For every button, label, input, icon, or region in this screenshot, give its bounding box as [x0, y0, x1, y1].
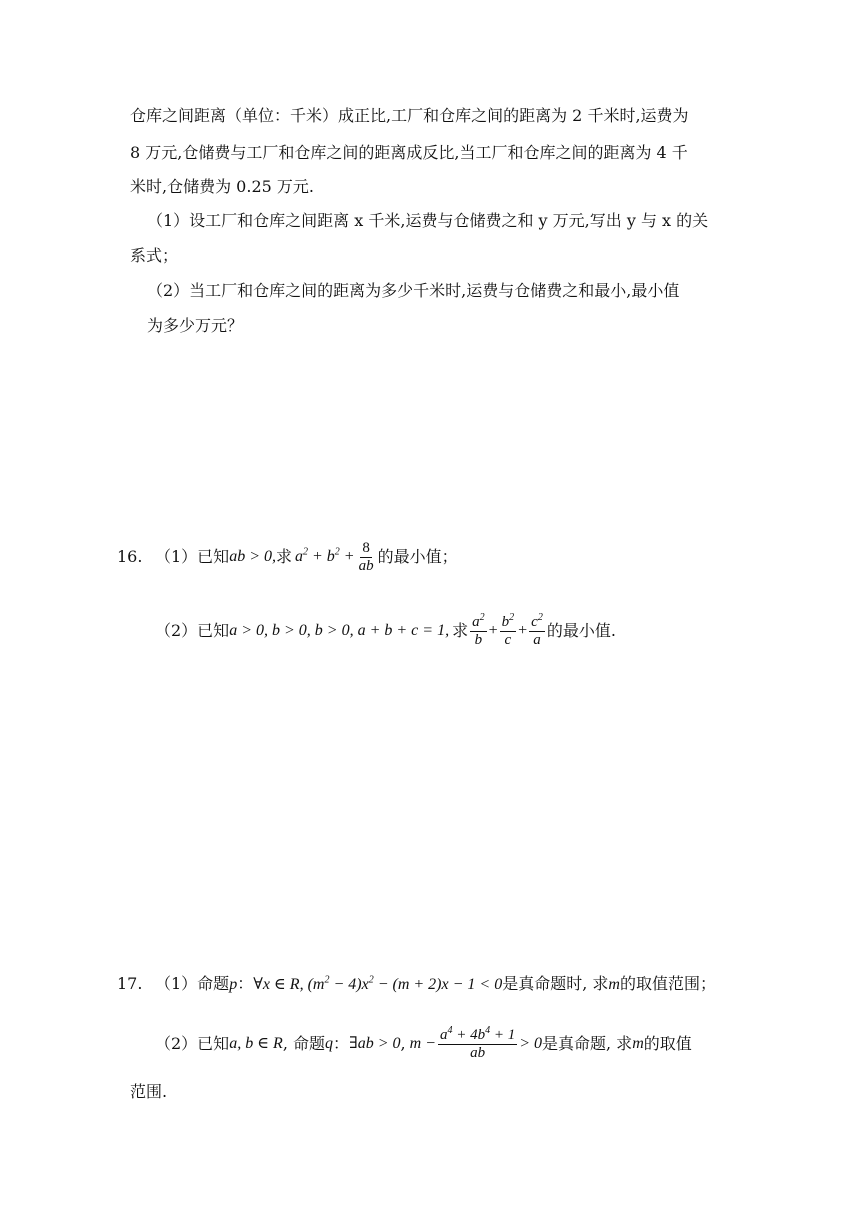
- p17-part2-fraction: [438, 1024, 517, 1062]
- p17-part2-comma: , 命题: [282, 1034, 325, 1053]
- p17-part2-suffix: 的取值: [643, 1034, 692, 1053]
- p17-part1-suffix: 的取值范围；: [619, 974, 716, 993]
- p17-part2-num-end: + 1: [490, 1026, 516, 1043]
- p16-part2-f2-num-text: b: [501, 613, 510, 630]
- p17-part1-colon: ：: [237, 974, 254, 993]
- p17-number: 17.: [117, 974, 143, 993]
- p16-part2-f3-num: $c^2$: [531, 611, 543, 630]
- p17-part2-line-2: 范围.: [130, 1082, 168, 1101]
- p17-part1-expr-mid: − 4)x: [329, 976, 369, 993]
- p17-part1-expr-end: − (m + 2)x − 1 < 0: [373, 976, 503, 993]
- p17-part1-expr: ∀x ∈ R, $(m^2 - 4)x^2 - (m + 2)x - 1 < 0$: [253, 974, 503, 993]
- p16-part2-f2-den: c: [504, 631, 512, 648]
- p16-part1-frac-den: ab: [358, 557, 374, 574]
- p17-part2-mid: 是真命题, 求: [542, 1034, 633, 1053]
- p16-part1-prefix: （1）已知: [155, 547, 230, 566]
- p16-part2-condition: a > 0, b > 0, b > 0, a + b + c = 1,: [229, 622, 450, 639]
- p16-part2-fraction-2: [500, 611, 517, 649]
- p16-part2-f2-num: $b^2$: [501, 611, 515, 630]
- p17-part1-p: p: [229, 976, 238, 993]
- p17-part2-vars: a, b ∈ R: [229, 1035, 283, 1052]
- p16-part2-ask: 求: [452, 621, 469, 640]
- p16-part2-prefix: （2）已知: [155, 621, 230, 640]
- p17-part1-prefix: （1）命题: [155, 974, 230, 993]
- p16-part2-fraction-1: [470, 611, 487, 649]
- p15-part1-line-2: 系式；: [130, 246, 179, 265]
- p17-part1: [155, 974, 716, 995]
- p16-part1: [155, 534, 458, 580]
- p16-part2: （2）已知 a > 0, b > 0, b > 0, a + b + c = 1, 求 $\frac{a^2}{b}$ + $\frac{b^2}{c}$ + $\frac{c^2}{a}$ 的最小值.: [155, 611, 616, 648]
- p16-part1-ask: 求: [275, 547, 292, 566]
- p17-part2-frac-den: ab: [470, 1044, 486, 1061]
- p17-part2-num-a: a: [439, 1026, 448, 1043]
- p15-part2-line-1: （2）当工厂和仓库之间的距离为多少千米时,运费与仓储费之和最小,最小值: [147, 281, 680, 300]
- p17-part2-colon: ：: [333, 1034, 350, 1053]
- p15-line-3: 米时,仓储费为 0.25 万元.: [130, 177, 314, 196]
- p16-part2-f3-den: a: [533, 631, 541, 648]
- p16-part1-frac-num: 8: [362, 539, 370, 556]
- p16-part2-f1-den: b: [474, 631, 483, 648]
- p16-part2-fraction-3: [529, 611, 545, 649]
- p15-line-2: 8 万元,仓储费与工厂和仓库之间的距离成反比,当工厂和仓库之间的距离为 4 千: [130, 143, 688, 162]
- p16-part1-suffix: 的最小值；: [377, 547, 458, 566]
- p17-part2-gt: > 0: [519, 1035, 542, 1052]
- p17-part2-q: q: [325, 1035, 333, 1052]
- p16-number: 16.: [117, 547, 143, 566]
- p16-part1-a: a: [295, 548, 303, 565]
- p16-part1-b: + b: [312, 548, 335, 565]
- p15-part1-line-1: （1）设工厂和仓库之间距离 x 千米,运费与仓储费之和 y 万元,写出 y 与 x 的关: [147, 211, 709, 230]
- p15-line-1: 仓库之间距离（单位：千米）成正比,工厂和仓库之间的距离为 2 千米时,运费为: [130, 106, 689, 125]
- p17-part2-num-mid: + 4b: [452, 1026, 486, 1043]
- p17-part1-m: m: [608, 976, 620, 993]
- p17-part1-expr-start: ∀x ∈ R, (m: [253, 976, 325, 993]
- p15-part2-line-2: 为多少万元？: [147, 316, 244, 335]
- p16-part1-fraction: [357, 540, 376, 575]
- p16-part1-condition: ab > 0,: [229, 548, 276, 565]
- p16-part2-f1-num-text: a: [472, 613, 480, 630]
- p16-part2-f3-num-text: c: [531, 613, 538, 630]
- p17-part2-prefix: （2）已知: [155, 1034, 230, 1053]
- p17-part2-m-minus: m −: [409, 1035, 436, 1052]
- p16-part2-suffix: 的最小值.: [546, 621, 616, 640]
- p17-part2-exists: ∃ab > 0: [349, 1035, 401, 1052]
- p16-part2-f1-num: $a^2$: [472, 611, 485, 630]
- p17-part1-mid: 是真命题时, 求: [502, 974, 609, 993]
- p17-part2-m: m: [632, 1035, 644, 1052]
- p17-part2-frac-num: $a^4 + 4b^4 + 1$: [439, 1024, 516, 1043]
- p16-part1-expr: $a^2 + b^2$ +: [295, 546, 355, 565]
- p17-part2: [155, 1021, 692, 1067]
- p17-part2-comma2: ,: [400, 1034, 406, 1053]
